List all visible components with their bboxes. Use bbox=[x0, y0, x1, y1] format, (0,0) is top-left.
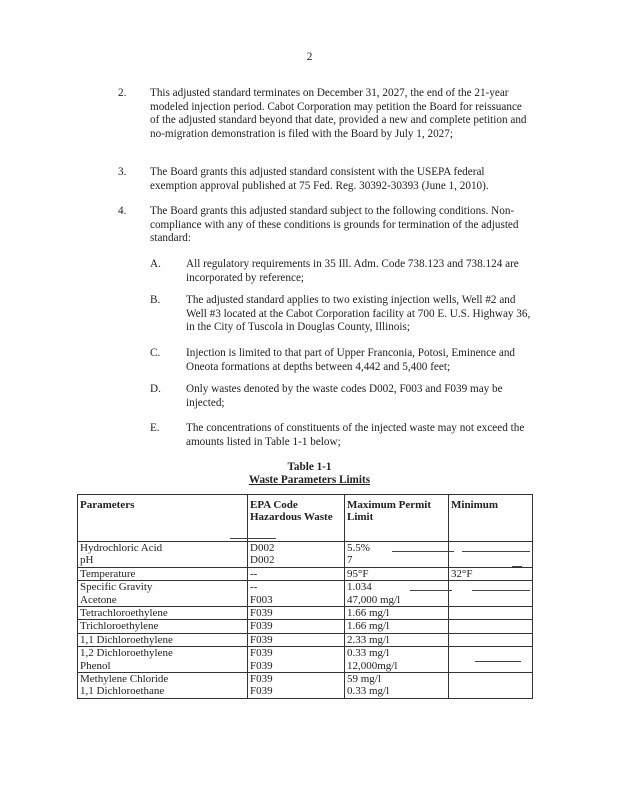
scan-mark bbox=[462, 551, 530, 552]
table-cell-minimum bbox=[449, 647, 533, 673]
condition-letter: C. bbox=[150, 347, 161, 359]
cell-text: 1.034 bbox=[347, 581, 372, 594]
cell-text bbox=[451, 581, 530, 593]
cell-text: F003 bbox=[250, 593, 273, 606]
table-cell-parameters bbox=[78, 581, 248, 607]
table-cell-parameters bbox=[78, 620, 248, 633]
condition-letter: E. bbox=[150, 422, 160, 434]
table-cell-limit bbox=[345, 606, 449, 619]
scan-mark bbox=[512, 566, 522, 567]
cell-text: 47,000 mg/l bbox=[347, 593, 401, 606]
cell-text: F039 bbox=[250, 633, 273, 646]
item-text: This adjusted standard terminates on December 31, 2027, the end of the 21-year modeled injection period. Cabot Corporation may petition the Board for reissuance of the adjusted standard beyond that date, provided a new and complete petition and no-migration demonstration is filed with the Board by July 1, 2027; bbox=[150, 87, 527, 140]
waste-parameters-table bbox=[77, 494, 533, 699]
table-row bbox=[78, 633, 533, 646]
table-cell-minimum bbox=[449, 620, 533, 633]
cell-text: Hydrochloric Acid bbox=[80, 542, 163, 554]
cell-text: 1,1 Dichloroethylene bbox=[80, 633, 173, 646]
table-cell-code bbox=[248, 647, 345, 673]
table-cell-minimum bbox=[449, 581, 533, 607]
table-cell-limit bbox=[345, 620, 449, 633]
cell-text: -- bbox=[250, 581, 258, 594]
scan-mark bbox=[230, 538, 276, 539]
table-cell-limit bbox=[345, 672, 449, 698]
cell-text: 1,2 Dichloroethylene bbox=[80, 647, 173, 660]
cell-text: 5.5% bbox=[347, 542, 370, 554]
cell-text: 1.66 mg/l bbox=[347, 620, 390, 633]
cell-text bbox=[451, 634, 530, 646]
cell-text: Phenol bbox=[80, 659, 111, 672]
table-cell-code bbox=[248, 672, 345, 698]
scan-mark bbox=[392, 551, 454, 552]
table-title: Waste Parameters Limits bbox=[248, 474, 371, 486]
cell-text bbox=[451, 620, 530, 632]
cell-text: pH bbox=[80, 554, 94, 567]
cell-text: F039 bbox=[250, 647, 273, 660]
condition-text: The adjusted standard applies to two existing injection wells, Well #2 and Well #3 located at the Cabot Corporation facility at 700 E. U.S. Highway 36, in the City of Tuscola in Douglas County, Illinois; bbox=[186, 294, 531, 334]
header-max-limit: Maximum Permit Limit bbox=[345, 495, 449, 542]
cell-text: Acetone bbox=[80, 593, 117, 606]
table-row bbox=[78, 620, 533, 633]
item-text: The Board grants this adjusted standard subject to the following conditions. Non-compliance with any of these conditions is grounds for termination of the adjusted standard: bbox=[150, 205, 519, 245]
cell-text: Temperature bbox=[80, 567, 136, 580]
table-cell-limit bbox=[345, 581, 449, 607]
cell-text: 59 mg/l bbox=[347, 672, 381, 685]
table-cell-code bbox=[248, 633, 345, 646]
table-caption: Table 1-1 bbox=[287, 461, 332, 473]
table-cell-limit bbox=[345, 542, 449, 568]
item-number: 3. bbox=[118, 166, 127, 178]
cell-text: 0.33 mg/l bbox=[347, 647, 390, 660]
table-cell-parameters bbox=[78, 542, 248, 568]
cell-text bbox=[451, 554, 530, 566]
condition-text: Only wastes denoted by the waste codes D002, F003 and F039 may be injected; bbox=[186, 383, 503, 409]
cell-text: F039 bbox=[250, 620, 273, 633]
table-cell-minimum bbox=[449, 567, 533, 580]
table-cell-code bbox=[248, 581, 345, 607]
table-row bbox=[78, 567, 533, 580]
cell-text: 0.33 mg/l bbox=[347, 685, 390, 698]
table-row bbox=[78, 606, 533, 619]
header-minimum: Minimum bbox=[449, 495, 533, 542]
item-text: The Board grants this adjusted standard consistent with the USEPA federal exemption approval published at 75 Fed. Reg. 30392-30393 (June 1, 2010). bbox=[150, 166, 489, 192]
table-cell-parameters bbox=[78, 633, 248, 646]
cell-text: F039 bbox=[250, 606, 273, 619]
item-number: 4. bbox=[118, 205, 127, 217]
cell-text: D002 bbox=[250, 554, 275, 567]
table-row bbox=[78, 672, 533, 698]
cell-text: 1.66 mg/l bbox=[347, 606, 390, 619]
scan-mark bbox=[410, 590, 452, 591]
condition-text: All regulatory requirements in 35 Ill. Adm. Code 738.123 and 738.124 are incorporated by reference; bbox=[186, 258, 519, 284]
cell-text: 2.33 mg/l bbox=[347, 633, 390, 646]
cell-text: Trichloroethylene bbox=[80, 620, 159, 633]
cell-text: Methylene Chloride bbox=[80, 672, 169, 685]
cell-text bbox=[451, 594, 530, 606]
cell-text: 7 bbox=[347, 554, 353, 567]
condition-text: The concentrations of constituents of the injected waste may not exceed the amounts listed in Table 1-1 below; bbox=[186, 422, 525, 448]
condition-letter: A. bbox=[150, 258, 161, 270]
condition-letter: D. bbox=[150, 383, 161, 395]
table-row bbox=[78, 542, 533, 568]
table-cell-parameters bbox=[78, 606, 248, 619]
table-cell-limit bbox=[345, 633, 449, 646]
cell-text bbox=[451, 607, 530, 619]
cell-text: Specific Gravity bbox=[80, 581, 153, 594]
table-cell-minimum bbox=[449, 672, 533, 698]
cell-text: F039 bbox=[250, 685, 273, 698]
condition-letter: B. bbox=[150, 294, 161, 306]
page-number: 2 bbox=[306, 51, 313, 63]
scan-mark bbox=[472, 590, 530, 591]
table-cell-parameters bbox=[78, 647, 248, 673]
table-cell-limit bbox=[345, 567, 449, 580]
table-cell-limit bbox=[345, 647, 449, 673]
table-cell-parameters bbox=[78, 672, 248, 698]
header-epa-code: EPA Code Hazardous Waste bbox=[248, 495, 345, 542]
cell-text: Tetrachloroethylene bbox=[80, 606, 168, 619]
condition-text: Injection is limited to that part of Upper Franconia, Potosi, Eminence and Oneota formations at depths between 4,442 and 5,400 feet; bbox=[186, 347, 516, 373]
table-header-row bbox=[78, 495, 533, 542]
cell-text: 32°F bbox=[451, 567, 473, 580]
table-row bbox=[78, 581, 533, 607]
cell-text: 1,1 Dichloroethane bbox=[80, 685, 165, 698]
scan-mark bbox=[475, 661, 521, 662]
table-cell-minimum bbox=[449, 633, 533, 646]
cell-text bbox=[451, 647, 530, 659]
cell-text: 12,000mg/l bbox=[347, 659, 398, 672]
table-cell-minimum bbox=[449, 542, 533, 568]
table-cell-code bbox=[248, 542, 345, 568]
table-cell-parameters bbox=[78, 567, 248, 580]
table-cell-code bbox=[248, 606, 345, 619]
cell-text: -- bbox=[250, 567, 258, 580]
header-parameters: Parameters bbox=[78, 495, 248, 542]
cell-text bbox=[451, 673, 530, 685]
cell-text: F039 bbox=[250, 659, 273, 672]
cell-text: 95°F bbox=[347, 567, 369, 580]
table-cell-code bbox=[248, 620, 345, 633]
item-number: 2. bbox=[118, 87, 127, 99]
cell-text bbox=[451, 685, 530, 697]
cell-text: F039 bbox=[250, 672, 273, 685]
table-cell-minimum bbox=[449, 606, 533, 619]
cell-text bbox=[451, 542, 530, 554]
table-cell-code bbox=[248, 567, 345, 580]
table-row bbox=[78, 647, 533, 673]
cell-text: D002 bbox=[250, 542, 275, 554]
